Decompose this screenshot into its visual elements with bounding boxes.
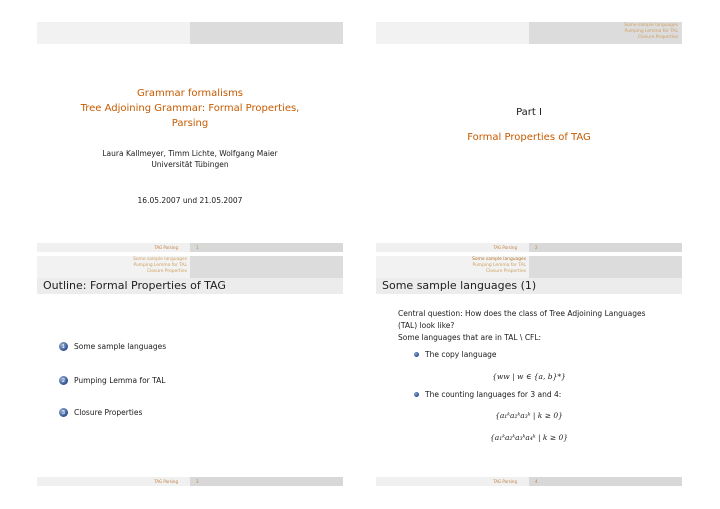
- nav-section-current[interactable]: Some sample languages: [472, 257, 526, 262]
- page-number: 4: [529, 477, 682, 486]
- section-nav: [624, 23, 678, 41]
- numbered-ball-icon: 3: [59, 408, 68, 417]
- footer-label: TAG Parsing: [37, 477, 190, 486]
- numbered-ball-icon: 2: [59, 376, 68, 385]
- slide-footer: [376, 477, 682, 486]
- slide-2: [376, 22, 682, 252]
- outline-item-label: Pumping Lemma for TAL: [74, 376, 166, 385]
- formula: {ww | w ∈ {a, b}*}: [492, 372, 566, 381]
- slide-footer: [37, 243, 343, 252]
- frame-title: Outline: Formal Properties of TAG: [43, 279, 226, 292]
- author-block: [37, 148, 343, 170]
- bullet-item: [414, 350, 497, 359]
- outline-item-label: Some sample languages: [74, 342, 167, 351]
- nav-section[interactable]: Some sample languages: [624, 23, 678, 28]
- authors: Laura Kallmeyer, Timm Lichte, Wolfgang Maier: [102, 149, 278, 158]
- presentation-title: [37, 86, 343, 131]
- title-line: Grammar formalisms: [136, 88, 244, 99]
- footer-label: TAG Parsing: [376, 477, 529, 486]
- slide-body: [398, 308, 678, 344]
- numbered-ball-icon: 1: [59, 342, 68, 351]
- body-text: (TAL) look like?: [398, 321, 455, 330]
- slide-4: [376, 256, 682, 486]
- page-number: 2: [529, 243, 682, 252]
- formula: {a₁ᵏa₂ᵏa₃ᵏa₄ᵏ | k ≥ 0}: [489, 433, 569, 442]
- title-line: Tree Adjoining Grammar: Formal Properties,: [80, 103, 300, 114]
- slide-3: [37, 256, 343, 486]
- date: 16.05.2007 und 21.05.2007: [137, 196, 243, 205]
- frame-title: Some sample languages (1): [382, 279, 537, 292]
- frame-title-bar: [376, 278, 682, 294]
- outline-item[interactable]: [59, 342, 166, 351]
- bullet-icon: [414, 352, 419, 357]
- slide-1: [37, 22, 343, 252]
- footer-label: TAG Parsing: [376, 243, 529, 252]
- nav-section[interactable]: Pumping Lemma for TAL: [133, 263, 187, 268]
- outline-item-label: Closure Properties: [74, 408, 143, 417]
- institute: Universität Tübingen: [151, 160, 229, 169]
- part-title: Formal Properties of TAG: [467, 132, 591, 143]
- bullet-icon: [414, 392, 419, 397]
- formula: {a₁ᵏa₂ᵏa₃ᵏ | k ≥ 0}: [495, 411, 563, 420]
- bullet-text: The counting languages for 3 and 4:: [425, 390, 562, 399]
- nav-section[interactable]: Some sample languages: [133, 257, 187, 262]
- footer-label: TAG Parsing: [37, 243, 190, 252]
- nav-section[interactable]: Pumping Lemma for TAL: [624, 29, 678, 34]
- page-number: 1: [190, 243, 343, 252]
- section-nav: [37, 257, 187, 275]
- section-nav: [376, 257, 526, 275]
- part-label: Part I: [516, 107, 542, 118]
- slide-footer: [376, 243, 682, 252]
- outline-item[interactable]: [59, 408, 142, 417]
- outline-item[interactable]: [59, 376, 165, 385]
- bullet-text: The copy language: [425, 350, 497, 359]
- slide-header-bar: [37, 22, 343, 44]
- title-line: Parsing: [171, 118, 209, 129]
- slide-footer: [37, 477, 343, 486]
- nav-section[interactable]: Closure Properties: [637, 35, 678, 40]
- bullet-item: [414, 390, 561, 399]
- frame-title-bar: [37, 278, 343, 294]
- nav-section[interactable]: Pumping Lemma for TAL: [472, 263, 526, 268]
- body-text: Central question: How does the class of Tree Adjoining Languages: [398, 309, 646, 318]
- body-text: Some languages that are in TAL \ CFL:: [398, 333, 542, 342]
- nav-section[interactable]: Closure Properties: [146, 269, 187, 274]
- page-number: 3: [190, 477, 343, 486]
- nav-section[interactable]: Closure Properties: [485, 269, 526, 274]
